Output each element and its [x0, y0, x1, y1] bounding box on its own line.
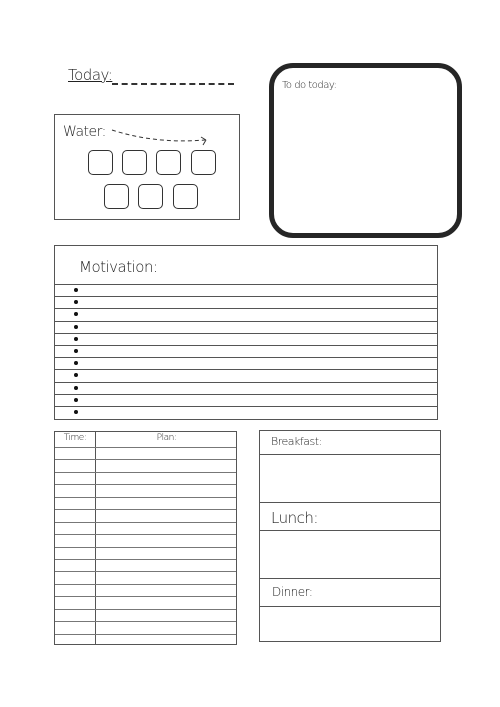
water-glass-3[interactable] [156, 150, 181, 175]
today-label: Today: [68, 66, 113, 84]
todo-box[interactable] [269, 63, 462, 238]
lunch-top-divider [260, 502, 440, 503]
motivation-line [55, 333, 437, 334]
table-row[interactable] [55, 634, 236, 635]
table-row[interactable] [55, 497, 236, 498]
schedule-table [54, 431, 237, 645]
table-row[interactable] [55, 584, 236, 585]
breakfast-divider [260, 454, 440, 455]
meals-section [259, 430, 441, 642]
water-tracker [54, 114, 240, 220]
motivation-line [55, 296, 437, 297]
bullet-point [74, 361, 78, 365]
bullet-point [74, 312, 78, 316]
bullet-point [74, 300, 78, 304]
table-row[interactable] [55, 534, 236, 535]
water-label: Water: [63, 124, 106, 140]
lunch-label: Lunch: [271, 509, 318, 527]
time-header: Time: [63, 433, 87, 443]
motivation-line [55, 406, 437, 407]
today-dashed-line [112, 83, 234, 85]
water-glass-2[interactable] [122, 150, 147, 175]
bullet-point [74, 373, 78, 377]
dinner-divider [260, 606, 440, 607]
bullet-point [74, 288, 78, 292]
table-row[interactable] [55, 472, 236, 473]
dinner-label: Dinner: [272, 585, 313, 599]
table-row[interactable] [55, 484, 236, 485]
bullet-point [74, 398, 78, 402]
breakfast-label: Breakfast: [271, 435, 322, 448]
bullet-point [74, 410, 78, 414]
bullet-point [74, 386, 78, 390]
table-row[interactable] [55, 609, 236, 610]
motivation-line [55, 357, 437, 358]
table-row[interactable] [55, 596, 236, 597]
schedule-column-divider [95, 432, 96, 644]
bullet-point [74, 349, 78, 353]
plan-header: Plan: [156, 433, 177, 443]
dinner-top-divider [260, 578, 440, 579]
water-glass-1[interactable] [88, 150, 113, 175]
bullet-point [74, 337, 78, 341]
table-row[interactable] [55, 621, 236, 622]
water-glass-5[interactable] [104, 184, 129, 209]
table-row[interactable] [55, 509, 236, 510]
table-row[interactable] [55, 547, 236, 548]
motivation-line [55, 321, 437, 322]
table-row[interactable] [55, 571, 236, 572]
motivation-line [55, 394, 437, 395]
motivation-title: Motivation: [79, 258, 158, 276]
motivation-line [55, 382, 437, 383]
water-glass-7[interactable] [173, 184, 198, 209]
dashed-arrow-icon [110, 124, 210, 150]
bullet-point [74, 325, 78, 329]
table-row[interactable] [55, 559, 236, 560]
motivation-line [55, 369, 437, 370]
motivation-section [54, 245, 438, 420]
table-row[interactable] [55, 447, 236, 448]
motivation-line [55, 345, 437, 346]
lunch-divider [260, 530, 440, 531]
motivation-line [55, 284, 437, 285]
water-glass-6[interactable] [138, 184, 163, 209]
motivation-line [55, 308, 437, 309]
water-glass-4[interactable] [191, 150, 216, 175]
table-row[interactable] [55, 459, 236, 460]
todo-label: To do today: [282, 80, 337, 91]
table-row[interactable] [55, 522, 236, 523]
